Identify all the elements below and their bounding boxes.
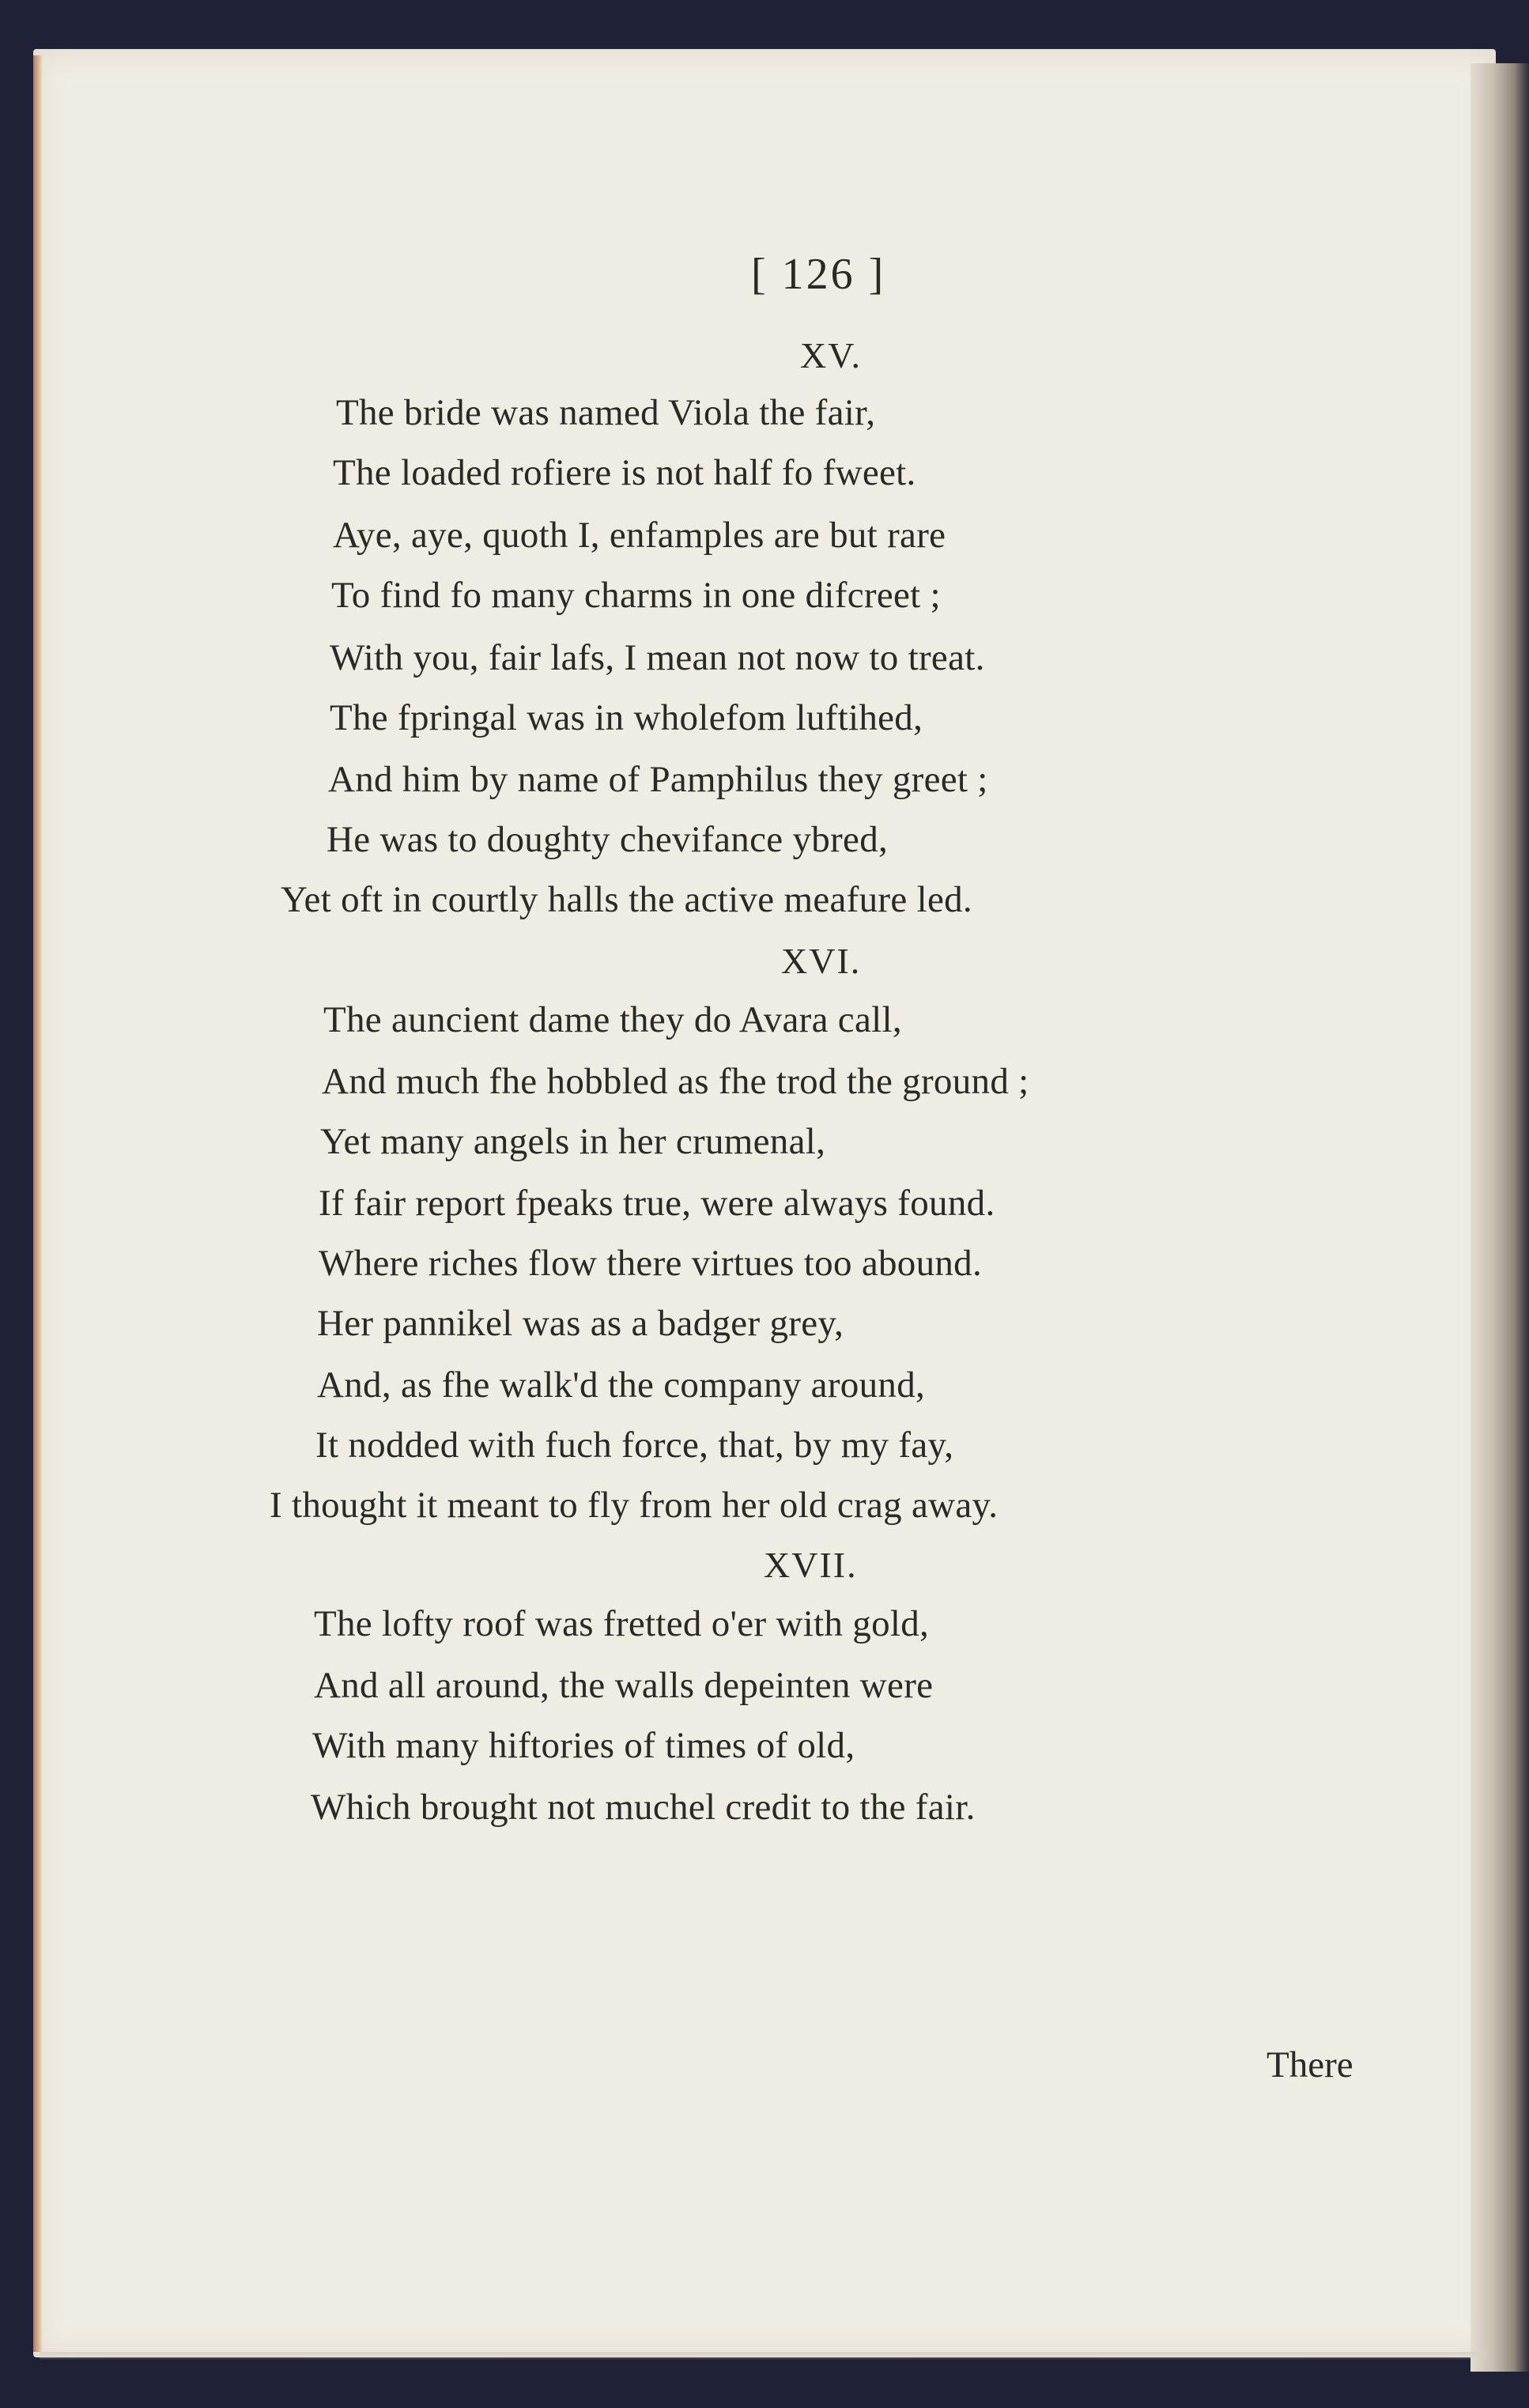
verse-line: Where riches flow there virtues too abound. (319, 1243, 983, 1284)
verse-line: And all around, the walls depeinten were (314, 1665, 934, 1706)
page-number: [ 126 ] (751, 250, 886, 299)
verse-line: To find fo many charms in one difcreet ; (331, 575, 941, 616)
catchword: There (1267, 2044, 1353, 2085)
verse-line: Yet oft in courtly halls the active meafure led. (281, 879, 972, 920)
verse-line: Aye, aye, quoth I, enfamples are but rare (333, 515, 946, 556)
verse-line: Her pannikel was as a badger grey, (317, 1303, 844, 1344)
verse-line: And, as fhe walk'd the company around, (317, 1364, 926, 1406)
verse-line: The loaded rofiere is not half fo fweet. (333, 452, 916, 493)
verse-line: If fair report fpeaks true, were always found. (319, 1183, 995, 1224)
stanza-heading: XVII. (764, 1545, 858, 1585)
verse-line: Which brought not muchel credit to the fair. (311, 1787, 976, 1828)
verse-line: Yet many angels in her crumenal, (320, 1121, 826, 1162)
verse-line: He was to doughty chevifance ybred, (327, 819, 889, 860)
verse-line: The auncient dame they do Avara call, (323, 999, 902, 1040)
verse-line: The lofty roof was fretted o'er with gold, (314, 1603, 930, 1644)
verse-line: The fpringal was in wholefom luftihed, (330, 697, 923, 738)
verse-line: With many hiftories of times of old, (312, 1725, 855, 1766)
verse-line: I thought it meant to fly from her old crag away. (270, 1485, 999, 1526)
stanza-heading: XVI. (781, 941, 862, 981)
stanza-heading: XV. (800, 335, 863, 376)
verse-line: And him by name of Pamphilus they greet ; (328, 759, 988, 800)
verse-line: It nodded with fuch force, that, by my fay, (315, 1425, 954, 1466)
verse-line: With you, fair lafs, I mean not now to treat. (330, 637, 985, 678)
verse-line: And much fhe hobbled as fhe trod the ground ; (322, 1061, 1029, 1102)
verse-line: The bride was named Viola the fair, (336, 392, 876, 433)
